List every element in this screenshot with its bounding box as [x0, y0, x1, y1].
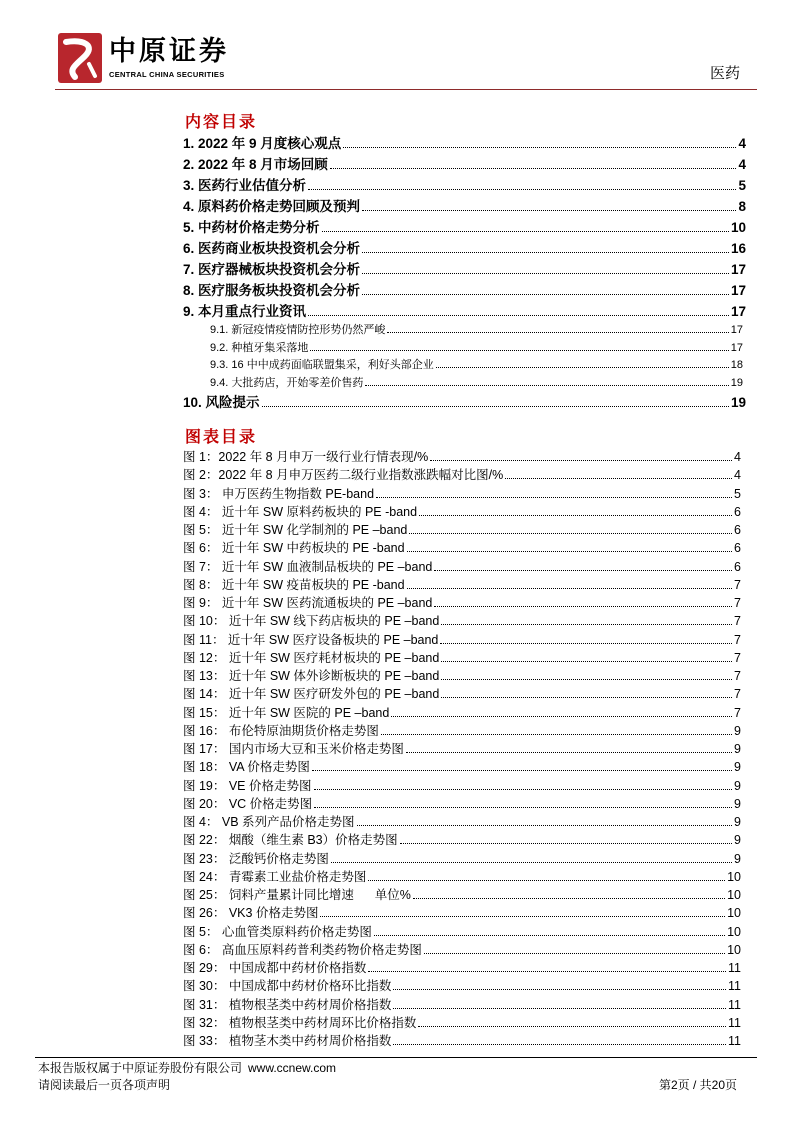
dot-leader — [368, 880, 725, 881]
dot-leader — [441, 697, 732, 698]
figure-entry-page: 7 — [734, 705, 741, 720]
figure-entry[interactable] — [183, 850, 743, 868]
figure-entry-page: 9 — [734, 778, 741, 793]
toc-entry-page: 5 — [738, 178, 746, 193]
footer-copyright: 本报告版权属于中原证券股份有限公司 — [38, 1061, 243, 1075]
toc-entry-label: 9. 本月重点行业资讯 — [183, 304, 307, 319]
dot-leader — [387, 332, 728, 333]
dot-leader — [413, 898, 725, 899]
figure-entry-page: 11 — [728, 979, 741, 994]
figure-entry-page: 7 — [734, 669, 741, 683]
toc-entry-label: 6. 医药商业板块投资机会分析 — [183, 241, 361, 256]
figure-entry-label: 图 6： 高血压原料药普利类药物价格走势图 — [183, 942, 422, 957]
toc-entry-page: 4 — [738, 136, 746, 151]
dot-leader — [330, 168, 737, 169]
figure-list-items — [183, 448, 743, 1050]
toc-entry[interactable] — [183, 238, 746, 259]
toc-subentry-page: 17 — [730, 341, 743, 354]
toc-entry-page: 8 — [738, 199, 746, 214]
toc-entry[interactable] — [183, 154, 746, 175]
toc-entry[interactable] — [183, 133, 746, 154]
figure-entry[interactable] — [183, 576, 743, 594]
toc-entry[interactable] — [183, 280, 746, 301]
header-divider — [55, 89, 757, 90]
dot-leader — [312, 770, 732, 771]
figure-entry-page: 7 — [734, 614, 741, 629]
figure-entry-label: 图 9： 近十年 SW 医药流通板块的 PE –band — [183, 596, 433, 610]
figure-entry-label: 图 25： 饲料产量累计同比增速 单位% — [183, 888, 411, 902]
company-emblem-icon — [55, 30, 105, 86]
figure-entry-page: 9 — [734, 815, 741, 829]
figure-entry[interactable] — [183, 923, 743, 941]
toc-subentry[interactable] — [183, 357, 746, 375]
figure-entry-label: 图 10： 近十年 SW 线下药店板块的 PE –band — [183, 614, 440, 629]
toc-entry-label: 1. 2022 年 9 月度核心观点 — [183, 136, 342, 151]
figure-entry-page: 9 — [734, 742, 741, 756]
figure-entry[interactable] — [183, 795, 743, 813]
toc-entry[interactable] — [183, 196, 746, 217]
figure-entry[interactable] — [183, 649, 743, 667]
figure-entry[interactable] — [183, 485, 743, 503]
figure-entry-label: 图 18： VA 价格走势图 — [183, 760, 310, 775]
figure-entry-page: 11 — [728, 1034, 741, 1048]
dot-leader — [406, 752, 732, 753]
dot-leader — [362, 252, 729, 253]
footer-disclaimer: 请阅读最后一页各项声明 — [38, 1078, 171, 1092]
figure-entry-label: 图 24： 青霉素工业盐价格走势图 — [183, 869, 367, 884]
figure-entry-page: 4 — [734, 468, 741, 483]
dot-leader — [434, 606, 732, 607]
toc-entry-page: 16 — [730, 241, 746, 256]
figure-entry-label: 图 1：2022 年 8 月申万一级行业行情表现/% — [183, 450, 429, 464]
dot-leader — [376, 497, 732, 498]
dot-leader — [381, 734, 732, 735]
figure-entry-page: 9 — [734, 796, 741, 811]
figure-entry[interactable] — [183, 722, 743, 740]
figure-entry[interactable] — [183, 1032, 743, 1050]
figure-entry[interactable] — [183, 704, 743, 722]
dot-leader — [440, 643, 732, 644]
toc-entry[interactable] — [183, 175, 746, 196]
figure-entry-label: 图 11： 近十年 SW 医疗设备板块的 PE –band — [183, 632, 439, 647]
figure-entry-page: 6 — [734, 559, 741, 574]
dot-leader — [441, 679, 732, 680]
footer-website-link[interactable]: www.ccnew.com — [248, 1061, 337, 1075]
figure-entry[interactable] — [183, 631, 743, 649]
toc-subentry-label: 9.3. 16 中中成药面临联盟集采，利好头部企业 — [210, 359, 434, 371]
toc-subentry[interactable] — [183, 375, 746, 393]
company-logo — [55, 30, 255, 86]
figure-entry-label: 图 19： VE 价格走势图 — [183, 778, 312, 793]
figure-entry-page: 9 — [734, 851, 741, 866]
dot-leader — [418, 1026, 726, 1027]
figure-entry[interactable] — [183, 594, 743, 612]
figure-entry-label: 图 5： 心血管类原料药价格走势图 — [183, 924, 372, 939]
figure-entry-label: 图 5： 近十年 SW 化学制剂的 PE –band — [183, 523, 408, 537]
toc-entry-label: 7. 医疗器械板块投资机会分析 — [183, 262, 361, 277]
report-sector: 医药 — [709, 65, 740, 82]
figure-entry-label: 图 20： VC 价格走势图 — [183, 796, 313, 811]
figure-entry[interactable] — [183, 685, 743, 703]
table-of-contents — [183, 113, 746, 413]
dot-leader — [331, 862, 732, 863]
toc-entry-label: 5. 中药材价格走势分析 — [183, 220, 320, 235]
toc-entry-page: 19 — [730, 395, 746, 410]
dot-leader — [343, 147, 736, 148]
footer-divider — [35, 1057, 757, 1058]
toc-entry-page: 17 — [730, 262, 746, 277]
figure-entry-label: 图 33： 植物茎木类中药材周价格指数 — [183, 1034, 392, 1048]
dot-leader — [393, 1044, 726, 1045]
figure-entry-page: 11 — [728, 997, 741, 1012]
figure-entry-page: 10 — [727, 942, 741, 957]
figure-entry-page: 6 — [734, 504, 741, 519]
figure-entry-page: 7 — [734, 577, 741, 592]
figure-entry-label: 图 30： 中国成都中药材价格环比指数 — [183, 979, 392, 994]
dot-leader — [424, 953, 725, 954]
figure-entry-label: 图 29： 中国成都中药材价格指数 — [183, 961, 367, 975]
toc-subentry-label: 9.4. 大批药店，开始零差价售药 — [210, 376, 364, 389]
toc-subentry-label: 9.1. 新冠疫情疫情防控形势仍然严峻 — [210, 324, 386, 336]
figure-list — [183, 428, 743, 1050]
dot-leader — [362, 210, 736, 211]
figure-entry-page: 10 — [727, 906, 741, 921]
figure-entry-page: 6 — [734, 541, 741, 556]
dot-leader — [365, 385, 728, 386]
figure-entry[interactable] — [183, 466, 743, 484]
toc-title: 内容目录 — [185, 114, 258, 131]
dot-leader — [357, 825, 733, 826]
dot-leader — [430, 460, 732, 461]
figure-entry[interactable] — [183, 740, 743, 758]
figure-entry-label: 图 16： 布伦特原油期货价格走势图 — [183, 723, 379, 738]
figure-entry-label: 图 23： 泛酸钙价格走势图 — [183, 851, 329, 866]
figure-entry[interactable] — [183, 558, 743, 576]
figure-entry[interactable] — [183, 758, 743, 776]
toc-entry-label: 3. 医药行业估值分析 — [183, 178, 307, 193]
figure-entry-label: 图 13： 近十年 SW 体外诊断板块的 PE –band — [183, 669, 440, 683]
toc-entry[interactable] — [183, 217, 746, 238]
dot-leader — [391, 716, 732, 717]
figure-entry-label: 图 14： 近十年 SW 医疗研发外包的 PE –band — [183, 687, 440, 702]
toc-entry-page: 10 — [730, 220, 746, 235]
figure-entry[interactable] — [183, 1014, 743, 1032]
figure-entry[interactable] — [183, 868, 743, 886]
dot-leader — [308, 315, 729, 316]
figure-entry[interactable] — [183, 977, 743, 995]
figure-entry-label: 图 4： 近十年 SW 原料药板块的 PE -band — [183, 504, 418, 519]
dot-leader — [436, 367, 729, 368]
toc-subentry-page: 17 — [730, 324, 743, 336]
figure-entry-label: 图 17： 国内市场大豆和玉米价格走势图 — [183, 742, 404, 756]
figure-entry[interactable] — [183, 941, 743, 959]
toc-list — [183, 133, 746, 413]
figure-entry-label: 图 12： 近十年 SW 医疗耗材板块的 PE –band — [183, 650, 440, 665]
toc-subentry-page: 19 — [730, 376, 743, 389]
figure-entry[interactable] — [183, 777, 743, 795]
dot-leader — [320, 916, 725, 917]
figure-entry-page: 9 — [734, 723, 741, 738]
logo-chinese-name: 中原证券 — [109, 36, 229, 66]
figure-entry-page: 9 — [734, 833, 741, 848]
toc-subentry[interactable] — [183, 340, 746, 358]
dot-leader — [441, 661, 732, 662]
figure-entry-label: 图 7： 近十年 SW 血液制品板块的 PE –band — [183, 559, 433, 574]
figure-entry-page: 7 — [734, 632, 741, 647]
figure-entry-page: 9 — [734, 760, 741, 775]
dot-leader — [441, 624, 732, 625]
figure-entry[interactable] — [183, 831, 743, 849]
logo-english-name: CENTRAL CHINA SECURITIES — [109, 70, 225, 79]
dot-leader — [262, 406, 729, 407]
dot-leader — [374, 935, 725, 936]
dot-leader — [505, 478, 732, 479]
dot-leader — [434, 570, 732, 571]
dot-leader — [400, 843, 732, 844]
figure-entry-page: 4 — [734, 450, 741, 464]
figure-entry-page: 11 — [728, 961, 741, 975]
figure-entry[interactable] — [183, 539, 743, 557]
dot-leader — [368, 971, 726, 972]
figure-entry-label: 图 3： 申万医药生物指数 PE-band — [183, 486, 375, 501]
toc-entry[interactable] — [183, 392, 746, 413]
dot-leader — [407, 551, 732, 552]
dot-leader — [409, 533, 732, 534]
figure-entry-page: 10 — [727, 869, 741, 884]
figure-entry-label: 图 15： 近十年 SW 医院的 PE –band — [183, 705, 390, 720]
dot-leader — [393, 989, 726, 990]
figure-entry-label: 图 4： VB 系列产品价格走势图 — [183, 815, 355, 829]
figure-entry-page: 7 — [734, 650, 741, 665]
figure-entry[interactable] — [183, 886, 743, 904]
figure-entry-page: 7 — [734, 687, 741, 702]
dot-leader — [314, 807, 732, 808]
toc-subentry-page: 18 — [730, 359, 743, 371]
figure-entry[interactable] — [183, 448, 743, 466]
toc-entry-label: 4. 原料药价格走势回顾及预判 — [183, 199, 361, 214]
figure-entry-page: 11 — [728, 1015, 741, 1030]
page-number: 第2页 / 共20页 — [658, 1078, 737, 1092]
figure-entry-page: 6 — [734, 523, 741, 537]
figure-entry[interactable] — [183, 959, 743, 977]
figure-entry[interactable] — [183, 612, 743, 630]
toc-entry[interactable] — [183, 259, 746, 280]
toc-entry-label: 8. 医疗服务板块投资机会分析 — [183, 283, 361, 298]
figure-entry[interactable] — [183, 904, 743, 922]
figure-entry-label: 图 31： 植物根茎类中药材周价格指数 — [183, 997, 392, 1012]
figure-entry-page: 10 — [727, 888, 741, 902]
figure-entry-label: 图 6： 近十年 SW 中药板块的 PE -band — [183, 541, 405, 556]
dot-leader — [314, 789, 733, 790]
figure-entry[interactable] — [183, 521, 743, 539]
figure-entry[interactable] — [183, 813, 743, 831]
figure-entry-label: 图 26： VK3 价格走势图 — [183, 906, 319, 921]
figure-entry-label: 图 22： 烟酸（维生素 B3）价格走势图 — [183, 833, 398, 848]
figure-entry-label: 图 2：2022 年 8 月申万医药二级行业指数涨跌幅对比图/% — [183, 468, 504, 483]
figure-entry[interactable] — [183, 667, 743, 685]
dot-leader — [407, 588, 732, 589]
dot-leader — [393, 1008, 726, 1009]
figure-entry[interactable] — [183, 996, 743, 1014]
toc-entry-label: 2. 2022 年 8 月市场回顾 — [183, 157, 328, 172]
figure-entry[interactable] — [183, 503, 743, 521]
footer-copyright-line — [38, 1061, 336, 1076]
dot-leader — [308, 189, 736, 190]
figure-entry-page: 7 — [734, 596, 741, 610]
figure-entry-label: 图 8： 近十年 SW 疫苗板块的 PE -band — [183, 577, 405, 592]
dot-leader — [362, 294, 729, 295]
toc-entry-page: 4 — [738, 157, 746, 172]
figure-entry-label: 图 32： 植物根茎类中药材周环比价格指数 — [183, 1015, 417, 1030]
figure-entry-page: 10 — [727, 924, 741, 939]
dot-leader — [419, 515, 732, 516]
toc-subentry[interactable] — [183, 322, 746, 340]
figure-list-title: 图表目录 — [185, 429, 258, 446]
dot-leader — [362, 273, 729, 274]
dot-leader — [322, 231, 729, 232]
toc-subentry-label: 9.2. 种植牙集采落地 — [210, 341, 309, 354]
figure-entry-page: 5 — [734, 486, 741, 501]
toc-entry[interactable] — [183, 301, 746, 322]
dot-leader — [310, 350, 728, 351]
toc-entry-page: 17 — [730, 283, 746, 298]
toc-entry-label: 10. 风险提示 — [183, 395, 260, 410]
toc-entry-page: 17 — [730, 304, 746, 319]
